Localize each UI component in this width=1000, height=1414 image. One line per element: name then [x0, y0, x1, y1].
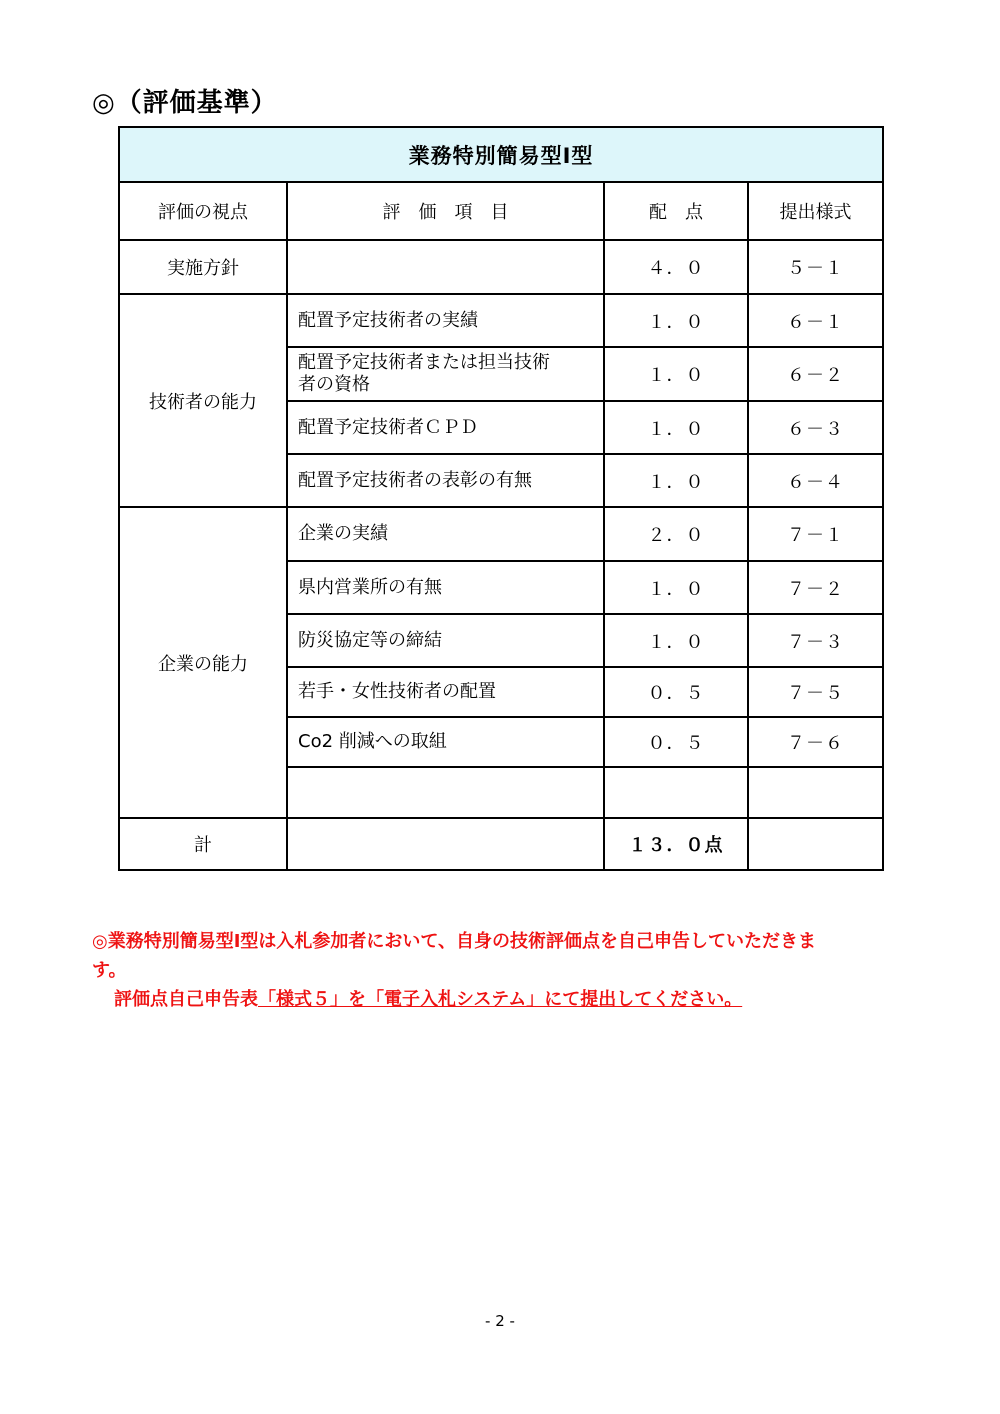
item-cell — [287, 240, 604, 294]
item-line-2: 者の資格 — [298, 374, 370, 395]
form-cell-empty — [748, 767, 883, 818]
score-cell: １．０ — [604, 454, 748, 507]
item-cell — [287, 347, 604, 401]
form-cell: ６－１ — [748, 294, 883, 347]
group-engineer: 技術者の能力 — [119, 294, 287, 507]
score-cell: ０．５ — [604, 717, 748, 767]
item-cell: 若手・女性技術者の配置 — [287, 667, 604, 717]
page-number: - 2 - — [485, 1312, 515, 1330]
page-heading: ◎（評価基準） — [92, 88, 278, 118]
item-cell: 配置予定技術者ＣＰＤ — [287, 401, 604, 454]
score-cell: １．０ — [604, 347, 748, 401]
score-cell: １．０ — [604, 294, 748, 347]
viewpoint-cell: 実施方針 — [119, 240, 287, 294]
submission-note — [92, 927, 922, 1014]
form-cell: ７－３ — [748, 614, 883, 667]
item-cell: 防災協定等の締結 — [287, 614, 604, 667]
total-item-empty — [287, 818, 604, 870]
form-cell: ６－２ — [748, 347, 883, 401]
table-total-row — [119, 818, 883, 870]
note-line-3-prefix: 評価点自己申告表 — [114, 989, 258, 1010]
score-cell: １．０ — [604, 561, 748, 614]
item-cell: 企業の実績 — [287, 507, 604, 561]
note-line-3-underlined: 「様式５」を「電子入札システム」にて提出してください。 — [258, 989, 743, 1010]
score-cell: ０．５ — [604, 667, 748, 717]
note-line-3 — [92, 985, 922, 1014]
form-cell: ７－６ — [748, 717, 883, 767]
item-cell: 配置予定技術者の表彰の有無 — [287, 454, 604, 507]
form-cell: ５－１ — [748, 240, 883, 294]
note-line-2: す。 — [92, 960, 127, 981]
evaluation-table — [118, 126, 884, 871]
score-cell: １．０ — [604, 401, 748, 454]
item-cell: Co2 削減への取組 — [287, 717, 604, 767]
form-cell: ７－１ — [748, 507, 883, 561]
table-title: 業務特別簡易型Ⅰ型 — [119, 127, 883, 182]
total-label: 計 — [119, 818, 287, 870]
total-score: １３．０点 — [604, 818, 748, 870]
item-cell-empty — [287, 767, 604, 818]
table-row — [119, 240, 883, 294]
table-row — [119, 294, 883, 347]
form-cell: ７－２ — [748, 561, 883, 614]
score-cell: ２．０ — [604, 507, 748, 561]
score-cell: １．０ — [604, 614, 748, 667]
form-cell: ６－４ — [748, 454, 883, 507]
form-cell: ６－３ — [748, 401, 883, 454]
group-company: 企業の能力 — [119, 507, 287, 818]
header-item: 評 価 項 目 — [287, 182, 604, 240]
form-cell: ７－５ — [748, 667, 883, 717]
header-score: 配 点 — [604, 182, 748, 240]
table-header-row — [119, 182, 883, 240]
item-cell: 県内営業所の有無 — [287, 561, 604, 614]
total-form-empty — [748, 818, 883, 870]
score-cell: ４．０ — [604, 240, 748, 294]
table-title-row — [119, 127, 883, 182]
header-viewpoint: 評価の視点 — [119, 182, 287, 240]
table-row — [119, 507, 883, 561]
item-cell: 配置予定技術者の実績 — [287, 294, 604, 347]
header-form: 提出様式 — [748, 182, 883, 240]
score-cell-empty — [604, 767, 748, 818]
item-line-1: 配置予定技術者または担当技術 — [298, 352, 550, 373]
note-line-1: ◎業務特別簡易型Ⅰ型は入札参加者において、自身の技術評価点を自己申告していただきま — [92, 931, 817, 952]
